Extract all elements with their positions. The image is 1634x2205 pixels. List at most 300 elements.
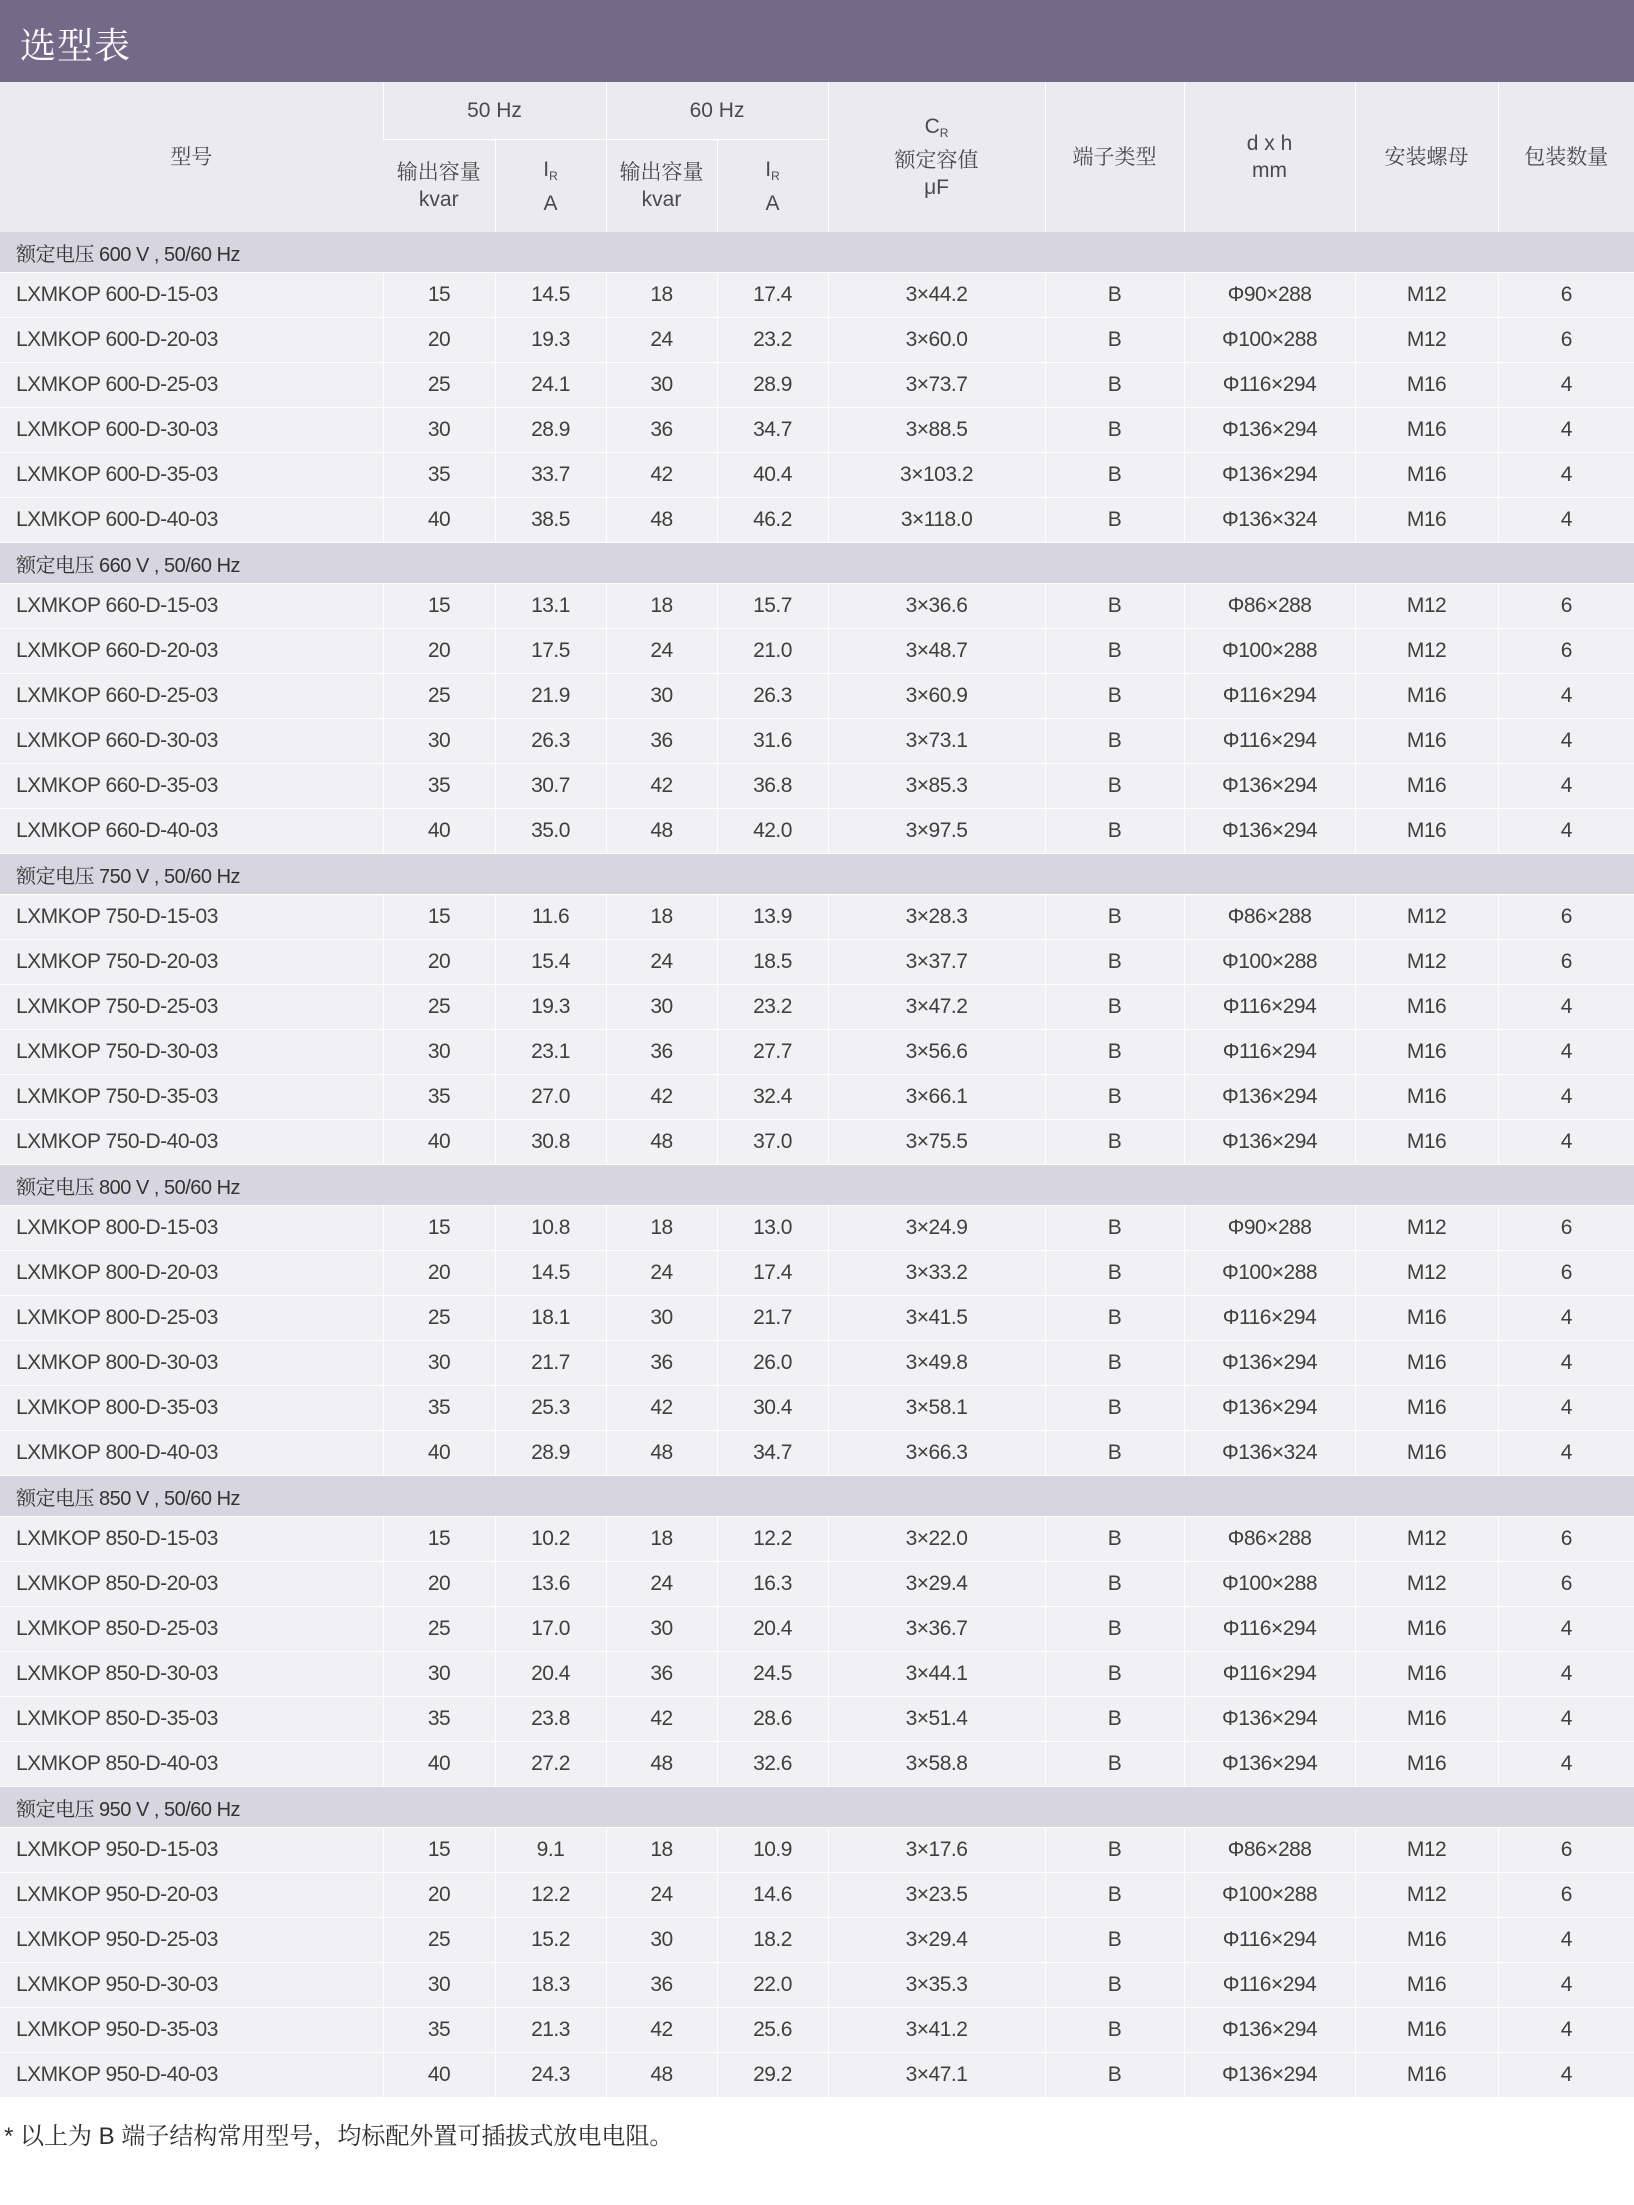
table-row [0,1828,1634,1873]
cell-dimensions: Φ116×294 [1184,1652,1355,1697]
cell-current-60hz: 31.6 [717,719,828,764]
cell-dimensions: Φ90×288 [1184,273,1355,318]
header-50hz: 50 Hz [383,82,606,140]
cell-nut: M12 [1355,273,1498,318]
cell-capacitance: 3×41.5 [828,1296,1045,1341]
table-row [0,1296,1634,1341]
cell-capacitance: 3×22.0 [828,1517,1045,1562]
cell-current-60hz: 37.0 [717,1120,828,1165]
cell-nut: M16 [1355,1742,1498,1787]
cell-terminal: B [1045,1431,1184,1476]
selection-table [0,82,1634,2098]
cell-nut: M16 [1355,1341,1498,1386]
section-label: 额定电压 750 V , 50/60 Hz [0,854,1634,895]
table-row [0,985,1634,1030]
cell-capacitance: 3×56.6 [828,1030,1045,1075]
header-current-unit: A [765,191,780,215]
cell-terminal: B [1045,2008,1184,2053]
cell-output-60hz: 48 [606,1120,717,1165]
section-label: 额定电压 950 V , 50/60 Hz [0,1787,1634,1828]
cell-current-50hz: 13.6 [495,1562,606,1607]
table-row [0,719,1634,764]
header-output-unit: kvar [641,188,682,211]
cell-output-60hz: 30 [606,985,717,1030]
cell-nut: M16 [1355,764,1498,809]
cell-output-50hz: 15 [383,1828,495,1873]
cell-model: LXMKOP 950-D-30-03 [0,1963,383,2008]
cell-output-50hz: 40 [383,2053,495,2098]
header-60hz-output [606,140,717,233]
cell-terminal: B [1045,2053,1184,2098]
cell-current-50hz: 10.2 [495,1517,606,1562]
cell-nut: M12 [1355,629,1498,674]
section-row [0,543,1634,584]
cell-dimensions: Φ116×294 [1184,1296,1355,1341]
cell-output-60hz: 36 [606,1963,717,2008]
cell-model: LXMKOP 600-D-30-03 [0,408,383,453]
cell-nut: M12 [1355,1562,1498,1607]
cell-current-60hz: 32.6 [717,1742,828,1787]
cell-model: LXMKOP 850-D-25-03 [0,1607,383,1652]
cell-capacitance: 3×75.5 [828,1120,1045,1165]
cell-nut: M16 [1355,363,1498,408]
cell-output-60hz: 36 [606,719,717,764]
cell-pack: 6 [1498,1517,1634,1562]
section-row [0,854,1634,895]
cell-nut: M16 [1355,1075,1498,1120]
cell-output-50hz: 30 [383,719,495,764]
cell-nut: M16 [1355,498,1498,543]
header-dimensions-label: d x h [1246,132,1293,155]
cell-output-60hz: 30 [606,1607,717,1652]
cell-current-60hz: 25.6 [717,2008,828,2053]
section-label: 额定电压 600 V , 50/60 Hz [0,232,1634,273]
cell-output-60hz: 42 [606,453,717,498]
cell-output-60hz: 24 [606,1562,717,1607]
cell-model: LXMKOP 660-D-20-03 [0,629,383,674]
cell-current-50hz: 23.1 [495,1030,606,1075]
cell-current-60hz: 17.4 [717,273,828,318]
cell-dimensions: Φ116×294 [1184,1963,1355,2008]
cell-nut: M16 [1355,1963,1498,2008]
cell-nut: M16 [1355,674,1498,719]
cell-output-60hz: 42 [606,2008,717,2053]
cell-terminal: B [1045,1341,1184,1386]
cell-pack: 4 [1498,1296,1634,1341]
cell-current-50hz: 17.0 [495,1607,606,1652]
table-row [0,940,1634,985]
cell-output-50hz: 20 [383,629,495,674]
header-50hz-output [383,140,495,233]
cell-pack: 4 [1498,1918,1634,1963]
cell-output-50hz: 15 [383,1206,495,1251]
header-current-unit: A [543,191,558,215]
cell-dimensions: Φ136×294 [1184,1742,1355,1787]
header-capacitance [828,82,1045,232]
cell-nut: M16 [1355,1296,1498,1341]
cell-current-60hz: 46.2 [717,498,828,543]
cell-capacitance: 3×60.9 [828,674,1045,719]
cell-nut: M12 [1355,1828,1498,1873]
cell-pack: 4 [1498,1963,1634,2008]
cell-pack: 4 [1498,985,1634,1030]
table-row [0,629,1634,674]
cell-output-50hz: 20 [383,1562,495,1607]
table-row [0,318,1634,363]
cell-model: LXMKOP 600-D-40-03 [0,498,383,543]
cell-capacitance: 3×48.7 [828,629,1045,674]
cell-nut: M16 [1355,1652,1498,1697]
cell-dimensions: Φ100×288 [1184,1251,1355,1296]
header-60hz: 60 Hz [606,82,828,140]
cell-pack: 6 [1498,1828,1634,1873]
table-row [0,2053,1634,2098]
cell-terminal: B [1045,1697,1184,1742]
cell-pack: 6 [1498,1873,1634,1918]
cell-capacitance: 3×118.0 [828,498,1045,543]
cell-model: LXMKOP 850-D-20-03 [0,1562,383,1607]
footnote: * 以上为 B 端子结构常用型号，均标配外置可插拔式放电电阻。 [4,2123,674,2150]
cell-output-50hz: 30 [383,1341,495,1386]
cell-current-50hz: 21.3 [495,2008,606,2053]
cell-current-50hz: 38.5 [495,498,606,543]
table-row [0,1963,1634,2008]
cell-output-50hz: 35 [383,1386,495,1431]
cell-terminal: B [1045,1652,1184,1697]
cell-output-50hz: 40 [383,1431,495,1476]
cell-dimensions: Φ136×294 [1184,1341,1355,1386]
cell-dimensions: Φ136×294 [1184,453,1355,498]
cell-model: LXMKOP 800-D-15-03 [0,1206,383,1251]
cell-model: LXMKOP 660-D-40-03 [0,809,383,854]
cell-output-50hz: 15 [383,895,495,940]
cell-output-50hz: 35 [383,1075,495,1120]
cell-pack: 4 [1498,408,1634,453]
cell-output-60hz: 36 [606,1652,717,1697]
cell-model: LXMKOP 600-D-35-03 [0,453,383,498]
cell-pack: 4 [1498,1607,1634,1652]
table-body [0,232,1634,2098]
table-row [0,2008,1634,2053]
cell-current-60hz: 26.0 [717,1341,828,1386]
cell-pack: 6 [1498,1562,1634,1607]
cell-pack: 4 [1498,1652,1634,1697]
cell-output-50hz: 15 [383,1517,495,1562]
cell-capacitance: 3×28.3 [828,895,1045,940]
cell-output-60hz: 24 [606,940,717,985]
cell-dimensions: Φ136×294 [1184,2053,1355,2098]
cell-nut: M12 [1355,940,1498,985]
header-terminal: 端子类型 [1045,82,1184,232]
cell-current-50hz: 21.7 [495,1341,606,1386]
cell-terminal: B [1045,1828,1184,1873]
cell-model: LXMKOP 600-D-20-03 [0,318,383,363]
cell-nut: M16 [1355,1386,1498,1431]
header-current-subscript: R [549,168,558,183]
cell-model: LXMKOP 800-D-35-03 [0,1386,383,1431]
cell-capacitance: 3×73.1 [828,719,1045,764]
table-row [0,1251,1634,1296]
table-row [0,1341,1634,1386]
cell-capacitance: 3×23.5 [828,1873,1045,1918]
cell-nut: M12 [1355,1251,1498,1296]
cell-nut: M16 [1355,1030,1498,1075]
cell-output-50hz: 25 [383,1607,495,1652]
header-dimensions [1184,82,1355,232]
cell-current-60hz: 28.6 [717,1697,828,1742]
cell-terminal: B [1045,1251,1184,1296]
table-row [0,1562,1634,1607]
cell-output-50hz: 25 [383,1296,495,1341]
section-row [0,1787,1634,1828]
cell-capacitance: 3×47.1 [828,2053,1045,2098]
cell-output-60hz: 42 [606,764,717,809]
cell-current-60hz: 13.9 [717,895,828,940]
cell-pack: 6 [1498,895,1634,940]
cell-output-60hz: 18 [606,1517,717,1562]
cell-current-50hz: 10.8 [495,1206,606,1251]
cell-nut: M16 [1355,1918,1498,1963]
cell-terminal: B [1045,1918,1184,1963]
cell-current-50hz: 15.2 [495,1918,606,1963]
cell-output-50hz: 20 [383,940,495,985]
cell-current-60hz: 28.9 [717,363,828,408]
table-row [0,498,1634,543]
cell-current-50hz: 13.1 [495,584,606,629]
cell-current-50hz: 30.8 [495,1120,606,1165]
cell-output-50hz: 30 [383,1030,495,1075]
cell-model: LXMKOP 950-D-25-03 [0,1918,383,1963]
cell-terminal: B [1045,498,1184,543]
cell-output-60hz: 18 [606,584,717,629]
cell-current-60hz: 40.4 [717,453,828,498]
table-row [0,895,1634,940]
cell-terminal: B [1045,453,1184,498]
cell-dimensions: Φ116×294 [1184,985,1355,1030]
cell-nut: M16 [1355,809,1498,854]
cell-output-60hz: 36 [606,408,717,453]
table-row [0,1075,1634,1120]
cell-output-50hz: 20 [383,318,495,363]
cell-current-50hz: 24.1 [495,363,606,408]
table-row [0,273,1634,318]
header-capacitance-unit: μF [924,176,949,199]
cell-current-50hz: 19.3 [495,318,606,363]
cell-model: LXMKOP 660-D-15-03 [0,584,383,629]
cell-current-50hz: 35.0 [495,809,606,854]
cell-current-60hz: 29.2 [717,2053,828,2098]
cell-capacitance: 3×88.5 [828,408,1045,453]
cell-nut: M16 [1355,719,1498,764]
cell-capacitance: 3×37.7 [828,940,1045,985]
cell-output-60hz: 42 [606,1697,717,1742]
section-label: 额定电压 850 V , 50/60 Hz [0,1476,1634,1517]
cell-nut: M12 [1355,1873,1498,1918]
section-row [0,1165,1634,1206]
cell-model: LXMKOP 750-D-35-03 [0,1075,383,1120]
cell-current-60hz: 23.2 [717,318,828,363]
page-title: 选型表 [20,25,132,66]
cell-nut: M12 [1355,895,1498,940]
cell-capacitance: 3×73.7 [828,363,1045,408]
cell-current-50hz: 17.5 [495,629,606,674]
table-header [0,82,1634,232]
cell-output-60hz: 30 [606,1296,717,1341]
table-row [0,1030,1634,1075]
section-label: 额定电压 800 V , 50/60 Hz [0,1165,1634,1206]
cell-model: LXMKOP 850-D-15-03 [0,1517,383,1562]
cell-current-50hz: 19.3 [495,985,606,1030]
cell-current-50hz: 18.3 [495,1963,606,2008]
table-row [0,584,1634,629]
cell-capacitance: 3×44.2 [828,273,1045,318]
cell-current-60hz: 27.7 [717,1030,828,1075]
cell-output-60hz: 36 [606,1030,717,1075]
cell-terminal: B [1045,1517,1184,1562]
cell-model: LXMKOP 950-D-15-03 [0,1828,383,1873]
cell-current-50hz: 21.9 [495,674,606,719]
cell-capacitance: 3×36.7 [828,1607,1045,1652]
cell-current-50hz: 26.3 [495,719,606,764]
cell-capacitance: 3×17.6 [828,1828,1045,1873]
cell-model: LXMKOP 600-D-15-03 [0,273,383,318]
cell-output-60hz: 24 [606,1251,717,1296]
table-row [0,1120,1634,1165]
cell-pack: 6 [1498,1251,1634,1296]
cell-current-50hz: 27.2 [495,1742,606,1787]
cell-pack: 4 [1498,1431,1634,1476]
cell-current-50hz: 28.9 [495,1431,606,1476]
cell-output-50hz: 25 [383,363,495,408]
cell-current-60hz: 34.7 [717,408,828,453]
cell-output-60hz: 36 [606,1341,717,1386]
cell-current-50hz: 14.5 [495,273,606,318]
cell-output-50hz: 25 [383,674,495,719]
cell-dimensions: Φ100×288 [1184,318,1355,363]
cell-nut: M16 [1355,2053,1498,2098]
cell-dimensions: Φ136×324 [1184,1431,1355,1476]
cell-terminal: B [1045,764,1184,809]
cell-current-60hz: 13.0 [717,1206,828,1251]
table-row [0,1206,1634,1251]
table-row [0,809,1634,854]
header-output-label: 输出容量 [396,161,481,184]
cell-dimensions: Φ136×294 [1184,1697,1355,1742]
cell-output-50hz: 30 [383,1963,495,2008]
cell-current-60hz: 18.5 [717,940,828,985]
cell-terminal: B [1045,1963,1184,2008]
cell-model: LXMKOP 850-D-40-03 [0,1742,383,1787]
cell-dimensions: Φ136×294 [1184,1386,1355,1431]
cell-dimensions: Φ136×294 [1184,1075,1355,1120]
header-output-unit: kvar [418,188,459,211]
cell-model: LXMKOP 750-D-15-03 [0,895,383,940]
cell-current-50hz: 25.3 [495,1386,606,1431]
cell-current-60hz: 24.5 [717,1652,828,1697]
section-label: 额定电压 660 V , 50/60 Hz [0,543,1634,584]
cell-dimensions: Φ100×288 [1184,1562,1355,1607]
cell-current-60hz: 12.2 [717,1517,828,1562]
cell-current-50hz: 27.0 [495,1075,606,1120]
header-60hz-current [717,140,828,233]
cell-pack: 4 [1498,1386,1634,1431]
cell-current-50hz: 9.1 [495,1828,606,1873]
header-nut: 安装螺母 [1355,82,1498,232]
cell-current-60hz: 15.7 [717,584,828,629]
cell-current-60hz: 23.2 [717,985,828,1030]
cell-terminal: B [1045,1075,1184,1120]
cell-capacitance: 3×33.2 [828,1251,1045,1296]
cell-pack: 4 [1498,809,1634,854]
cell-pack: 6 [1498,273,1634,318]
cell-current-50hz: 23.8 [495,1697,606,1742]
cell-current-60hz: 34.7 [717,1431,828,1476]
cell-dimensions: Φ116×294 [1184,1607,1355,1652]
cell-capacitance: 3×49.8 [828,1341,1045,1386]
cell-current-60hz: 42.0 [717,809,828,854]
header-capacitance-label: 额定容值 [894,149,979,172]
cell-nut: M12 [1355,318,1498,363]
cell-model: LXMKOP 660-D-30-03 [0,719,383,764]
header-pack: 包装数量 [1498,82,1634,232]
cell-model: LXMKOP 660-D-35-03 [0,764,383,809]
cell-capacitance: 3×47.2 [828,985,1045,1030]
cell-current-50hz: 24.3 [495,2053,606,2098]
cell-dimensions: Φ136×294 [1184,764,1355,809]
cell-dimensions: Φ116×294 [1184,1918,1355,1963]
cell-current-50hz: 28.9 [495,408,606,453]
cell-current-60hz: 22.0 [717,1963,828,2008]
cell-current-60hz: 16.3 [717,1562,828,1607]
cell-model: LXMKOP 950-D-20-03 [0,1873,383,1918]
cell-current-60hz: 18.2 [717,1918,828,1963]
cell-model: LXMKOP 600-D-25-03 [0,363,383,408]
cell-output-50hz: 25 [383,985,495,1030]
cell-output-50hz: 15 [383,584,495,629]
cell-capacitance: 3×85.3 [828,764,1045,809]
cell-capacitance: 3×103.2 [828,453,1045,498]
cell-nut: M12 [1355,584,1498,629]
cell-terminal: B [1045,1030,1184,1075]
cell-model: LXMKOP 800-D-40-03 [0,1431,383,1476]
cell-model: LXMKOP 800-D-20-03 [0,1251,383,1296]
cell-dimensions: Φ136×294 [1184,809,1355,854]
cell-nut: M16 [1355,1697,1498,1742]
cell-nut: M16 [1355,2008,1498,2053]
cell-terminal: B [1045,1873,1184,1918]
cell-pack: 4 [1498,2053,1634,2098]
cell-output-50hz: 25 [383,1918,495,1963]
cell-model: LXMKOP 800-D-30-03 [0,1341,383,1386]
cell-dimensions: Φ136×294 [1184,2008,1355,2053]
cell-dimensions: Φ100×288 [1184,629,1355,674]
cell-output-60hz: 48 [606,498,717,543]
title-bar [0,0,1634,82]
cell-nut: M12 [1355,1206,1498,1251]
cell-pack: 6 [1498,629,1634,674]
cell-output-60hz: 48 [606,1742,717,1787]
cell-model: LXMKOP 850-D-30-03 [0,1652,383,1697]
cell-output-60hz: 42 [606,1386,717,1431]
cell-terminal: B [1045,1386,1184,1431]
cell-terminal: B [1045,273,1184,318]
cell-output-50hz: 30 [383,1652,495,1697]
cell-model: LXMKOP 750-D-40-03 [0,1120,383,1165]
table-row [0,1431,1634,1476]
cell-pack: 4 [1498,1075,1634,1120]
cell-capacitance: 3×29.4 [828,1562,1045,1607]
cell-current-60hz: 36.8 [717,764,828,809]
